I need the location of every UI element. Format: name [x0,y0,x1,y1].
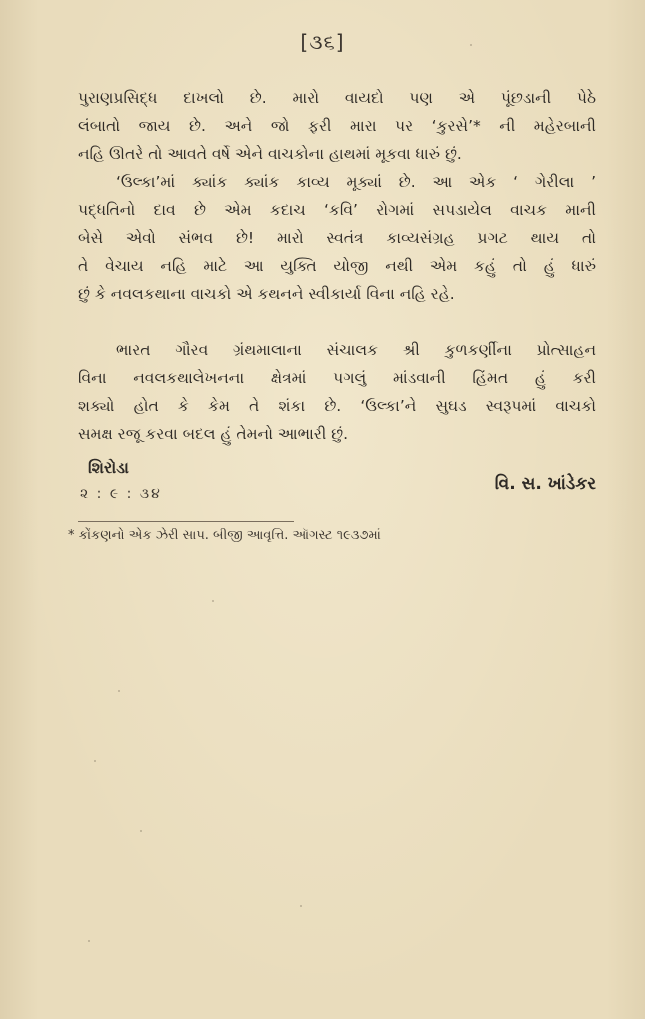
page-number: [૩૬] [300,30,345,54]
paragraph-line: સમક્ષ રજૂ કરવા બદલ હું તેમનો આભારી છું. [78,425,349,443]
paragraph-line: નહિ ઊતરે તો આવતે વર્ષે એને વાચકોના હાથમાં મૂકવા ધારું છું. [78,145,462,163]
paper-speck [118,690,120,692]
paragraph-1 [78,84,596,168]
paragraph-line: લંબાતો જાય છે. અને જો ફરી મારા પર ‘કુરસે’* ની મહેરબાની [78,117,596,135]
signature-block [78,458,596,518]
paper-speck [140,830,142,832]
paragraph-line: શક્યો હોત કે કેમ તે શંકા છે. ‘ઉલ્કા’ને સુઘડ સ્વરૂપમાં વાચકો [78,397,596,415]
signature-place: શિરોડા [88,458,129,477]
paragraph-2 [78,168,596,308]
signature-date: ૨ : ૯ : ૩૪ [80,486,162,502]
paragraph-line: વિના નવલકથાલેખનના ક્ષેત્રમાં પગલું માંડવાની હિંમત હું કરી [78,369,596,387]
footnote: * કોંકણનો એક ઝેરી સાપ. બીજી આવૃત્તિ. ઑગસ્ટ ૧૯૩૭માં [68,528,381,543]
paragraph-line: પદ્ધતિનો દાવ છે એમ કદાચ ‘કવિ’ રોગમાં સપડાયેલ વાચક માની [78,201,596,219]
paragraph-line: બેસે એવો સંભવ છે! મારો સ્વતંત્ર કાવ્યસંગ્રહ પ્રગટ થાય તો [78,229,596,247]
paragraph-line: ‘ઉલ્કા’માં ક્યાંક ક્યાંક કાવ્ય મૂક્યાં છે. આ એક ‘ ગેરીલા ’ [116,173,596,191]
paper-speck [94,760,96,762]
paper-speck [470,44,472,46]
paper-speck [300,905,302,907]
paragraph-line: પુરાણપ્રસિદ્ધ દાખલો છે. મારો વાયદો પણ એ પૂંછડાની પેઠે [78,89,596,107]
author-name: વિ. સ. ખાંડેકર [494,474,596,494]
paragraph-line: ભારત ગૌરવ ગ્રંથમાલાના સંચાલક શ્રી કુળકર્ણીના પ્રોત્સાહન [116,341,596,359]
footnote-divider [78,521,294,522]
paragraph-3 [78,336,596,448]
paper-speck [88,940,90,942]
paragraph-line: છું કે નવલકથાના વાચકો એ કથનને સ્વીકાર્યા વિના નહિ રહે. [78,285,455,303]
paragraph-line: તે વેચાય નહિ માટે આ યુક્તિ યોજી નથી એમ કહું તો હું ધારું [78,257,596,275]
paper-speck [212,600,214,602]
